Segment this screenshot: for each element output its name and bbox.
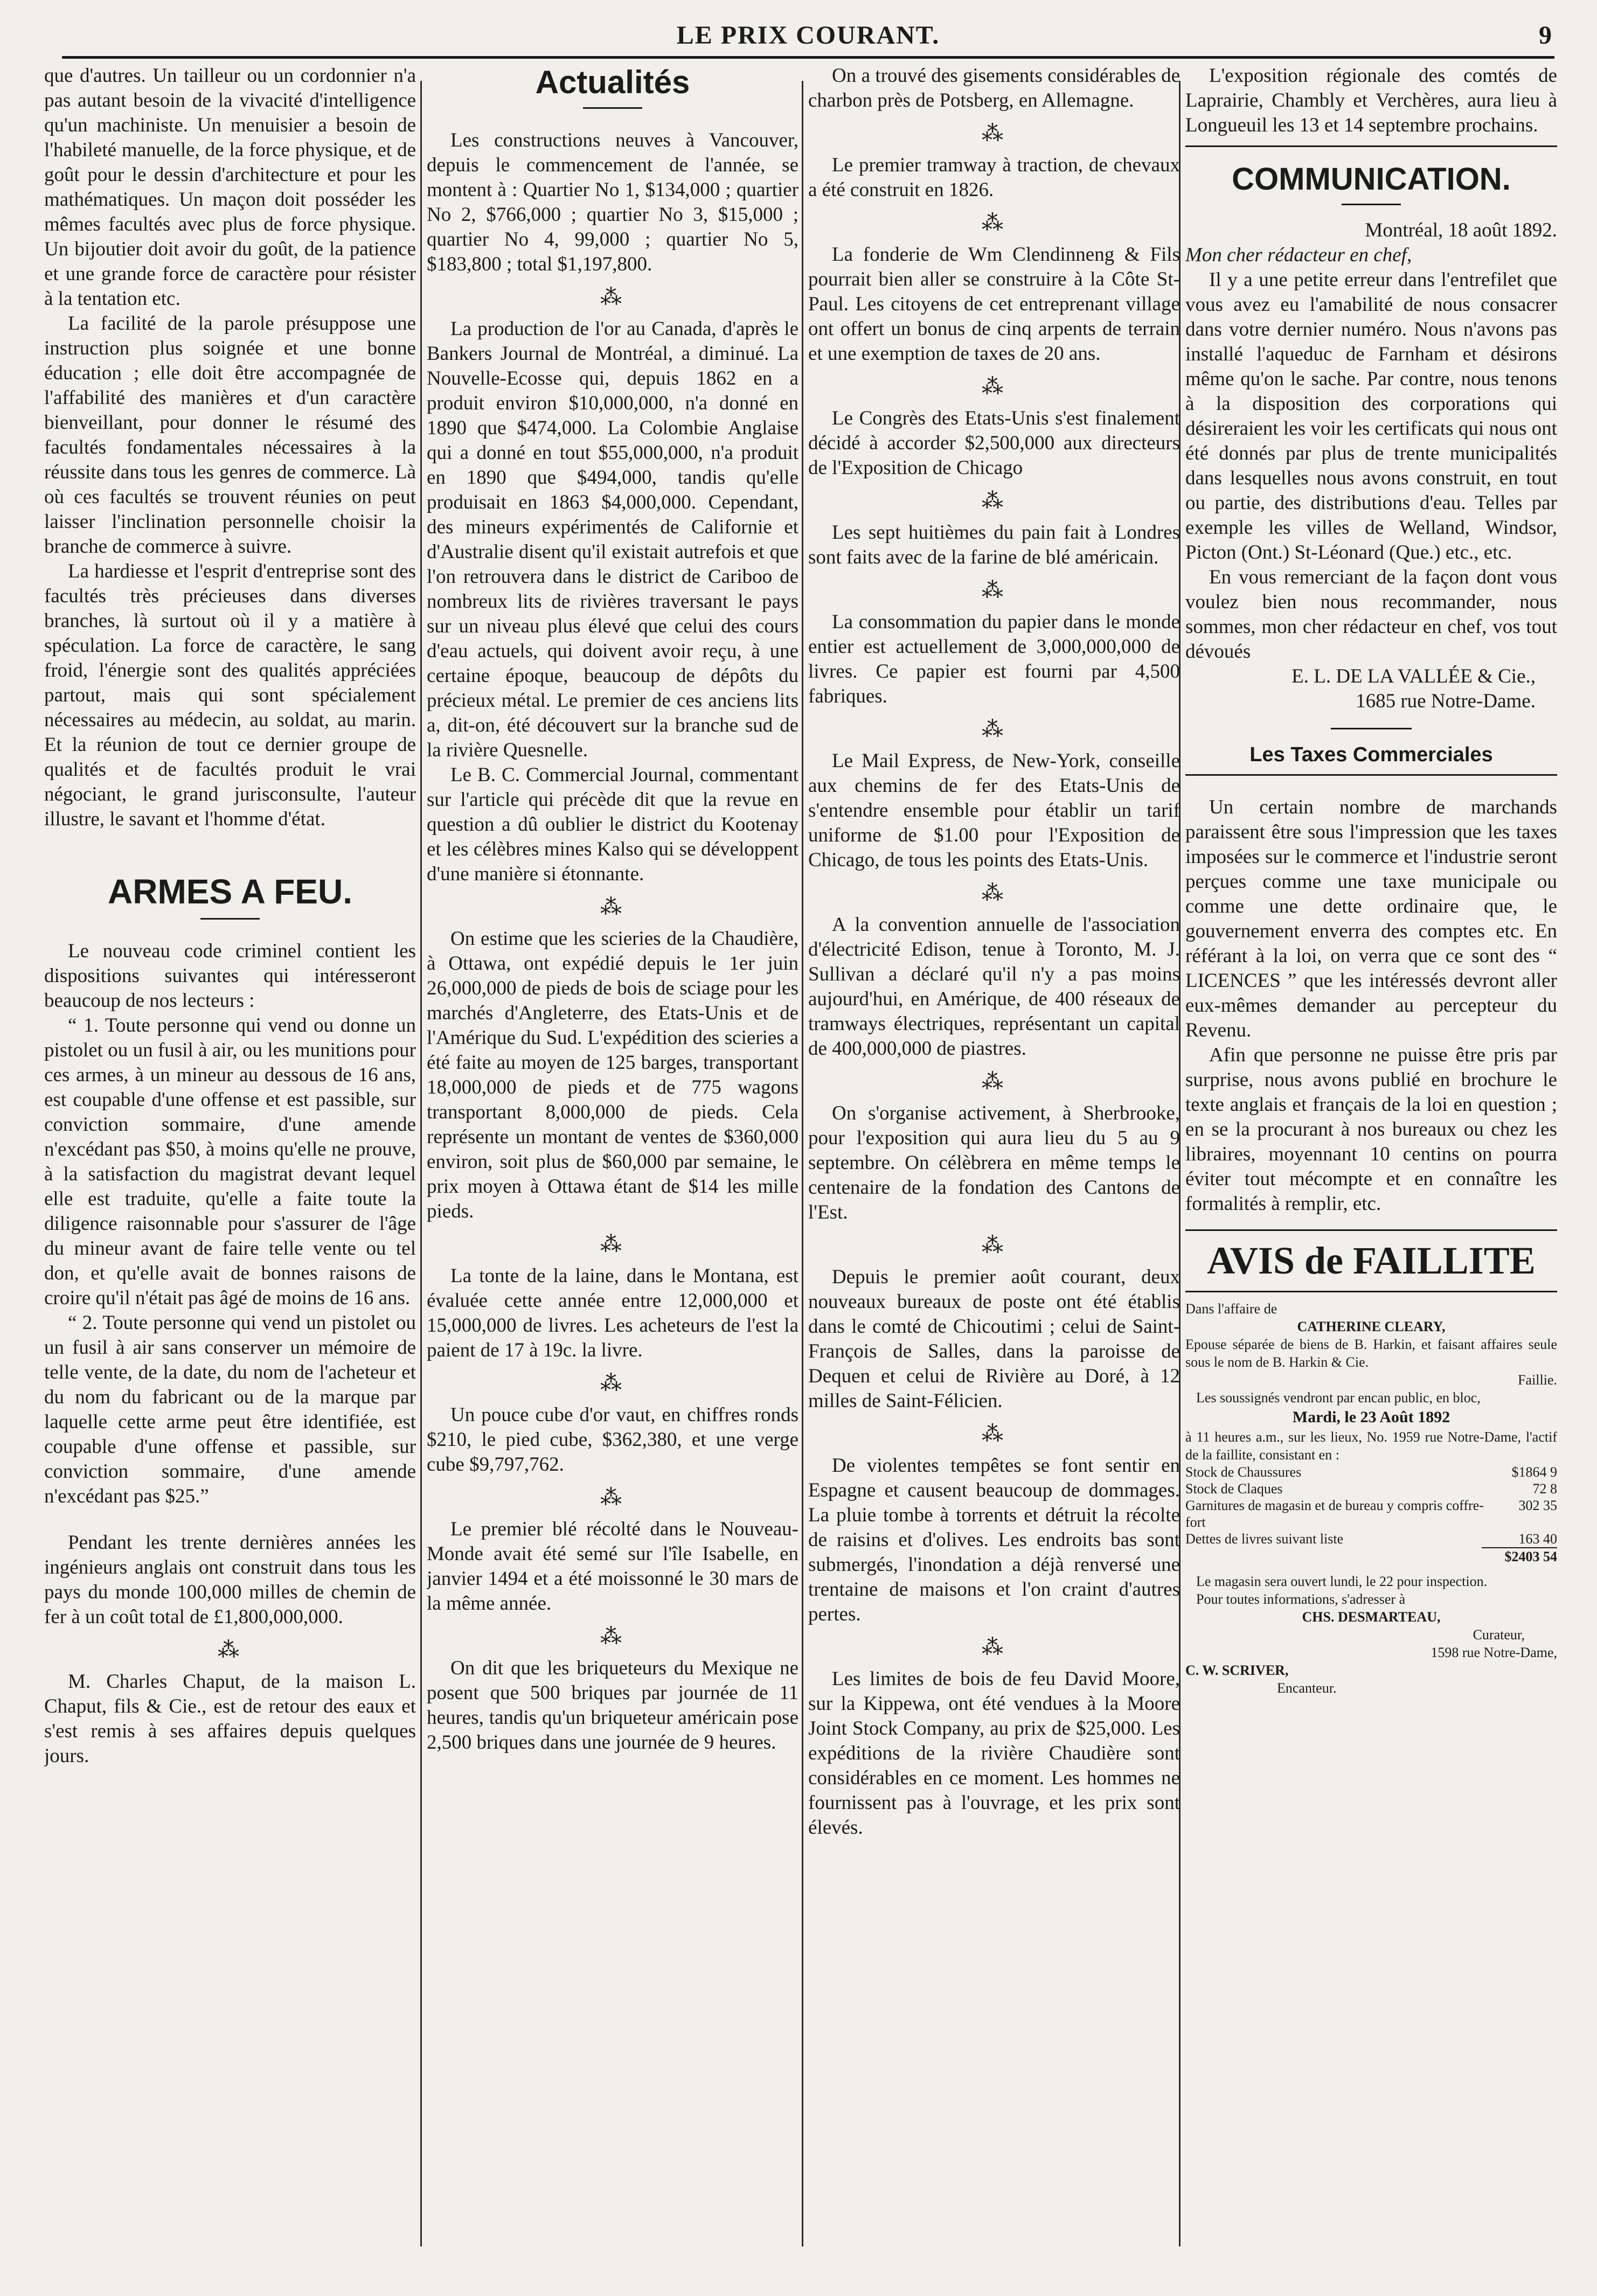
news-item: On a trouvé des gisements considérables de charbon près de Potsberg, en Allemagne. <box>808 65 1180 112</box>
asterism-separator: ⁂ <box>982 374 1006 399</box>
asterism-separator: ⁂ <box>982 489 1006 513</box>
news-item: Les limites de bois de feu David Moore, sur la Kippewa, ont été vendues à la Moore Joint Stock Company, au prix de $25,000. Les expéditions de la rivière Chaudière sont considérables en ce moment. Les hommes ne fournissent pas à l'ouvrage, et les prix sont élevés. <box>808 1668 1180 1839</box>
news-item: De violentes tempêtes se font sentir en Espagne et causent beaucoup de dommages. La pluie tombe à torrents et détruit la récolte de raisins et d'olives. Les endroits bas sont submergés, l'inondation a déjà renversé une trentaine de maisons et l'on craint d'autres pertes. <box>808 1455 1180 1625</box>
news-item: Les constructions neuves à Vancouver, depuis le commencement de l'année, se montent à : Quartier No 1, $134,000 ; quartier No 2, $766,000 ; quartier No 3, $15,000 ; quartier No 4, 99,000 ; quartier No 5, $183,800 ; total $1,197,800. <box>427 129 798 275</box>
masthead-rule <box>62 56 1554 59</box>
inventory-value: 302 35 <box>1518 1498 1557 1513</box>
notice-text: Le magasin sera ouvert lundi, le 22 pour inspection. <box>1196 1574 1488 1589</box>
news-item: Depuis le premier août courant, deux nouveaux bureaux de poste ont été établis dans le comté de Chicoutimi ; celui de Saint-François de Salles, dans la paroisse de Dequen et celui de Rivière au Doré, à 12 milles de Saint-Félicien. <box>808 1266 1180 1412</box>
asterism-separator: ⁂ <box>600 1371 625 1395</box>
inventory-value: $1864 9 <box>1511 1464 1557 1480</box>
notice-curator-role: Curateur, <box>1473 1627 1525 1643</box>
asterism-separator: ⁂ <box>600 1232 625 1256</box>
headline-communication: COMMUNICATION. <box>1232 162 1511 197</box>
headline-rule <box>583 107 642 109</box>
masthead <box>65 20 1552 58</box>
inventory-value: 72 8 <box>1532 1481 1557 1497</box>
column-3 <box>808 64 1180 2272</box>
headline-actualites: Actualités <box>535 64 690 100</box>
section-rule <box>1185 1291 1557 1292</box>
letter-address: 1685 rue Notre-Dame. <box>1356 690 1536 712</box>
inventory-row <box>1185 1480 1557 1497</box>
article-paragraph: “ 1. Toute personne qui vend ou donne un pistolet ou un fusil à air, ou les munitions pour ces armes, à un mineur au dessous de 16 ans, est coupable d'une offense et est passible, sur conviction sommaire, d'une amende n'excédant pas $50, à moins qu'elle ne prouve, à la satisfaction du magistrat devant lequel elle est traduite, qu'elle a faite toute la diligence raisonnable pour s'assurer de l'âge du mineur avant de faire telle vente ou tel don, et qu'elle avait de bonnes raisons de croire qu'il n'était pas âgé de moins de 16 ans. <box>44 1014 416 1309</box>
news-item: Un pouce cube d'or vaut, en chiffres ronds $210, le pied cube, $362,380, et une verge cube $9,797,762. <box>427 1404 798 1476</box>
asterism-separator: ⁂ <box>982 1422 1006 1446</box>
notice-auctioneer-name: C. W. SCRIVER, <box>1185 1662 1289 1678</box>
news-item: La consommation du papier dans le monde entier est actuellement de 3,000,000,000 de livres. Ce papier est fourni par 4,500 fabriques. <box>808 611 1180 707</box>
notice-text: Pour toutes informations, s'adresser à <box>1196 1591 1406 1607</box>
asterism-separator: ⁂ <box>982 1069 1006 1094</box>
asterism-separator: ⁂ <box>982 717 1006 741</box>
news-item: On estime que les scieries de la Chaudière, à Ottawa, ont expédié depuis le 1er juin 26,000,000 de pieds de bois de sciage pour les marchés d'Angleterre, des Etats-Unis et de l'Amérique du Sud. L'expédition des scieries a été faite au moyen de 125 barges, transportant 18,000,000 de pieds et de 775 wagons transportant 8,000,000 de pieds. Cela représente un montant de ventes de $360,000 environ, soit plus de $60,000 par semaine, le prix moyen à Ottawa étant de $14 les mille pieds. <box>427 928 798 1222</box>
news-item: A la convention annuelle de l'association d'électricité Edison, tenue à Toronto, M. J. Sullivan a déclaré qu'il n'y a pas moins aujourd'hui, en Amérique, de 400 réseaux de tramways électriques, représentant un capital de 400,000,000 de piastres. <box>808 914 1180 1060</box>
asterism-separator: ⁂ <box>982 881 1006 905</box>
asterism-separator: ⁂ <box>982 1635 1006 1659</box>
notice-text: Faillie. <box>1518 1372 1557 1388</box>
article-paragraph: Le nouveau code criminel contient les dispositions suivantes qui intéresseront beaucoup de nos lecteurs : <box>44 940 416 1012</box>
inventory-total-value: $2403 54 <box>1504 1549 1557 1564</box>
inventory-total <box>1185 1548 1557 1565</box>
asterism-separator: ⁂ <box>982 211 1006 235</box>
headline-armes-a-feu: ARMES A FEU. <box>108 872 352 911</box>
asterism-separator: ⁂ <box>600 895 625 919</box>
notice-text: Epouse séparée de biens de B. Harkin, et faisant affaires seule sous le nom de B. Harkin & Cie. <box>1185 1337 1557 1370</box>
section-rule <box>1185 774 1557 776</box>
notice-text: à 11 heures a.m., sur les lieux, No. 1959 rue Notre-Dame, l'actif de la faillite, consistant en : <box>1185 1429 1557 1463</box>
news-item: Le premier blé récolté dans le Nouveau-Monde avait été semé sur l'île Isabelle, en janvier 1494 et a été moissonné le 30 mars de la même année. <box>427 1518 798 1615</box>
headline-rule <box>200 918 260 920</box>
article-paragraph: “ 2. Toute personne qui vend un pistolet ou un fusil à air sans conserver un mémoire de telle vente, de la date, du nom de l'acheteur et du nom du fabricant ou de la marque par laquelle cette arme peut être identifiée, est coupable d'une offense et passible, sur conviction sommaire, d'une amende n'excédant pas $25.” <box>44 1312 416 1507</box>
headline-taxes-commerciales: Les Taxes Commerciales <box>1249 743 1493 766</box>
news-item: La fonderie de Wm Clendinneng & Fils pourrait bien aller se construire à la Côte St-Paul. Les citoyens de cet entreprenant village ont offert un bonus de cinq arpents de terrain et une exemption de taxes de 20 ans. <box>808 243 1180 365</box>
news-item: Le Mail Express, de New-York, conseille aux chemins de fer des Etats-Unis de s'entendre ensemble pour établir un tarif uniforme de $1.00 pour l'Exposition de Chicago, de tous les points des Etats-Unis. <box>808 750 1180 871</box>
asterism-separator: ⁂ <box>982 1233 1006 1257</box>
inventory-label: Dettes de livres suivant liste <box>1185 1531 1344 1547</box>
section-rule <box>1185 145 1557 147</box>
news-item: On dit que les briqueteurs du Mexique ne posent que 500 briques par journée de 11 heures, tandis qu'un briqueteur américain pose 2,500 briques dans une journée de 9 heures. <box>427 1657 798 1754</box>
letter-body: Il y a une petite erreur dans l'entrefilet que vous avez eu l'amabilité de nous consacrer dans votre dernier numéro. Nous n'avons pas installé l'aqueduc de Farnham et désirons même qu'on le sache. Par contre, nous tenons à la disposition des corporations qui désireraient les voir les certificats qui nous ont été donnés par plus de trente municipalités dans lesquelles nous avons construit, en tout ou partie, des distributions d'eau. Telles par exemple les villes de Welland, Windsor, Picton (Ont.) St-Léonard (Que.) etc., etc. <box>1185 269 1557 563</box>
asterism-separator: ⁂ <box>600 1624 625 1648</box>
notice-text: Dans l'affaire de <box>1185 1301 1277 1317</box>
notice-name: CATHERINE CLEARY, <box>1297 1319 1446 1334</box>
section-rule <box>1331 728 1412 729</box>
letter-body: En vous remerciant de la façon dont vous voulez bien nous recommander, nous sommes, mon cher rédacteur en chef, vos tout dévoués <box>1185 566 1557 663</box>
notice-auctioneer-role: Encanteur. <box>1277 1680 1337 1696</box>
asterism-separator: ⁂ <box>982 578 1006 602</box>
article-paragraph: M. Charles Chaput, de la maison L. Chaput, fils & Cie., est de retour des eaux et s'est remis à ses affaires depuis quelques jours. <box>44 1671 416 1767</box>
news-item: Un certain nombre de marchands paraissent être sous l'impression que les taxes imposées sur le commerce et l'industrie seront perçues comme une taxe municipale ou comme une dette ordinaire que, le gouvernement enverra des comptes etc. En référant à la loi, on verra que ce sont des “ LICENCES ” que les intéressés devront aller eux-mêmes demander au percepteur du Revenu. <box>1185 796 1557 1041</box>
notice-curator-address: 1598 rue Notre-Dame, <box>1431 1645 1557 1660</box>
inventory-row <box>1185 1530 1557 1547</box>
news-item: La production de l'or au Canada, d'après le Bankers Journal de Montréal, a diminué. La Nouvelle-Ecosse qui, depuis 1862 en a produit environ $10,000,000, n'a donné en 1890 que $474,000. La Colombie Anglaise qui a donné en tout $55,000,000, n'a produit en 1890 que $494,000, tandis qu'elle produisait en 1863 $4,000,000. Cependant, des mineurs expérimentés de Californie et d'Australie disent qu'il existait autrefois et que l'on retrouvera dans le district de Cariboo de nombreux lits de rivières traversant le pays sur un niveau plus élevé que celui des cours d'eau actuels, qui doivent avoir reçu, à une certaine époque, beaucoup de dépôts du précieux métal. Le premier de ces anciens lits a, dit-on, été découvert sur la branche sud de la rivière Quesnelle. <box>427 318 798 761</box>
news-item: Le premier tramway à traction, de chevaux a été construit en 1826. <box>808 154 1180 201</box>
inventory-row <box>1185 1464 1557 1480</box>
article-paragraph: que d'autres. Un tailleur ou un cordonnier n'a pas autant besoin de la vivacité d'intelligence qu'un machiniste. Un menuisier a besoin de l'habileté manuelle, de la force physique, et de goût pour le dessin d'architecture et pour les mathématiques. Un maçon doit posséder les mêmes facultés avec plus de force physique. Un bijoutier doit avoir du goût, de la patience et une grande force de caractère pour résister à la tentation etc. <box>44 65 416 310</box>
headline-avis-de-faillite: AVIS de FAILLITE <box>1207 1239 1536 1282</box>
news-item: On s'organise activement, à Sherbrooke, pour l'exposition qui aura lieu du 5 au 9 septembre. On célèbrera en même temps le centenaire de la fondation des Cantons de l'Est. <box>808 1102 1180 1223</box>
notice-inventory <box>1185 1464 1557 1565</box>
column-1 <box>44 64 416 2272</box>
page-number: 9 <box>1539 21 1552 50</box>
inventory-row <box>1185 1497 1557 1530</box>
section-rule <box>1185 1229 1557 1231</box>
notice-curator-name: CHS. DESMARTEAU, <box>1302 1609 1441 1625</box>
letter-date: Montréal, 18 août 1892. <box>1365 219 1557 241</box>
news-item: Les sept huitièmes du pain fait à Londres sont faits avec de la farine de blé américain. <box>808 521 1180 568</box>
inventory-label: Stock de Chaussures <box>1185 1464 1302 1480</box>
column-rule <box>420 81 422 2246</box>
article-paragraph: La facilité de la parole présuppose une instruction plus soignée et une bonne éducation ; elle doit être accompagnée de l'affabilité des manières et d'un caractère bienveillant, pour donner le résumé des facultés fondamentales nécessaires à la réussite dans tous les genres de commerce. Là où ces facultés se trouvent réunies on peut laisser l'inclination personnelle choisir la branche de commerce à suivre. <box>44 312 416 558</box>
masthead-title: LE PRIX COURANT. <box>676 21 940 50</box>
inventory-label: Stock de Claques <box>1185 1481 1283 1497</box>
inventory-label: Garnitures de magasin et de bureau y compris coffre-fort <box>1185 1498 1484 1530</box>
letter-signature: E. L. DE LA VALLÉE & Cie., <box>1292 665 1536 687</box>
asterism-separator: ⁂ <box>218 1638 242 1662</box>
letter-salutation: Mon cher rédacteur en chef, <box>1185 244 1412 266</box>
notice-date: Mardi, le 23 Août 1892 <box>1292 1408 1450 1426</box>
article-paragraph: Pendant les trente dernières années les ingénieurs anglais ont construit dans tous les pays du monde 100,000 milles de chemin de fer à un coût total de £1,800,000,000. <box>44 1532 416 1628</box>
column-rule <box>802 81 803 2246</box>
news-item: La tonte de la laine, dans le Montana, est évaluée cette année entre 12,000,000 et 15,000,000 de livres. Les acheteurs de l'est la paient de 17 à 19c. la livre. <box>427 1265 798 1361</box>
asterism-separator: ⁂ <box>600 285 625 309</box>
headline-rule <box>1342 204 1401 205</box>
news-item: Le Congrès des Etats-Unis s'est finalement décidé à accorder $2,500,000 aux directeurs de l'Exposition de Chicago <box>808 407 1180 479</box>
column-2 <box>427 64 798 2272</box>
news-item: Afin que personne ne puisse être pris par surprise, nous avons publié en brochure le texte anglais et français de la loi en question ; en se la procurant à nos bureaux ou chez les libraires, moyennant 10 centins on pourra éviter tout mécompte et en connaître les formalités à remplir, etc. <box>1185 1044 1557 1215</box>
column-4 <box>1185 64 1557 2272</box>
asterism-separator: ⁂ <box>600 1485 625 1509</box>
asterism-separator: ⁂ <box>982 121 1006 145</box>
article-paragraph: La hardiesse et l'esprit d'entreprise sont des facultés très précieuses dans diverses branches, là surtout où il y a matière à spéculation. La force de caractère, le sang froid, l'énergie sont des qualités appréciées partout, mais qui sont spécialement nécessaires au médecin, au soldat, au marin. Et la réunion de tout ce dernier groupe de qualités et de facultés produit le vrai négociant, le grand jurisconsulte, l'auteur illustre, le savant et l'homme d'état. <box>44 560 416 830</box>
news-item: L'exposition régionale des comtés de Laprairie, Chambly et Verchères, aura lieu à Longueuil les 13 et 14 septembre prochains. <box>1185 65 1557 136</box>
news-item: Le B. C. Commercial Journal, commentant sur l'article qui précède dit que la revue en question a dû oublier le district du Kootenay et les célèbres mines Kalso qui se développent d'une manière si étonnante. <box>427 764 798 885</box>
notice-text: Les soussignés vendront par encan public, en bloc, <box>1196 1390 1481 1406</box>
inventory-value: 163 40 <box>1518 1531 1557 1547</box>
